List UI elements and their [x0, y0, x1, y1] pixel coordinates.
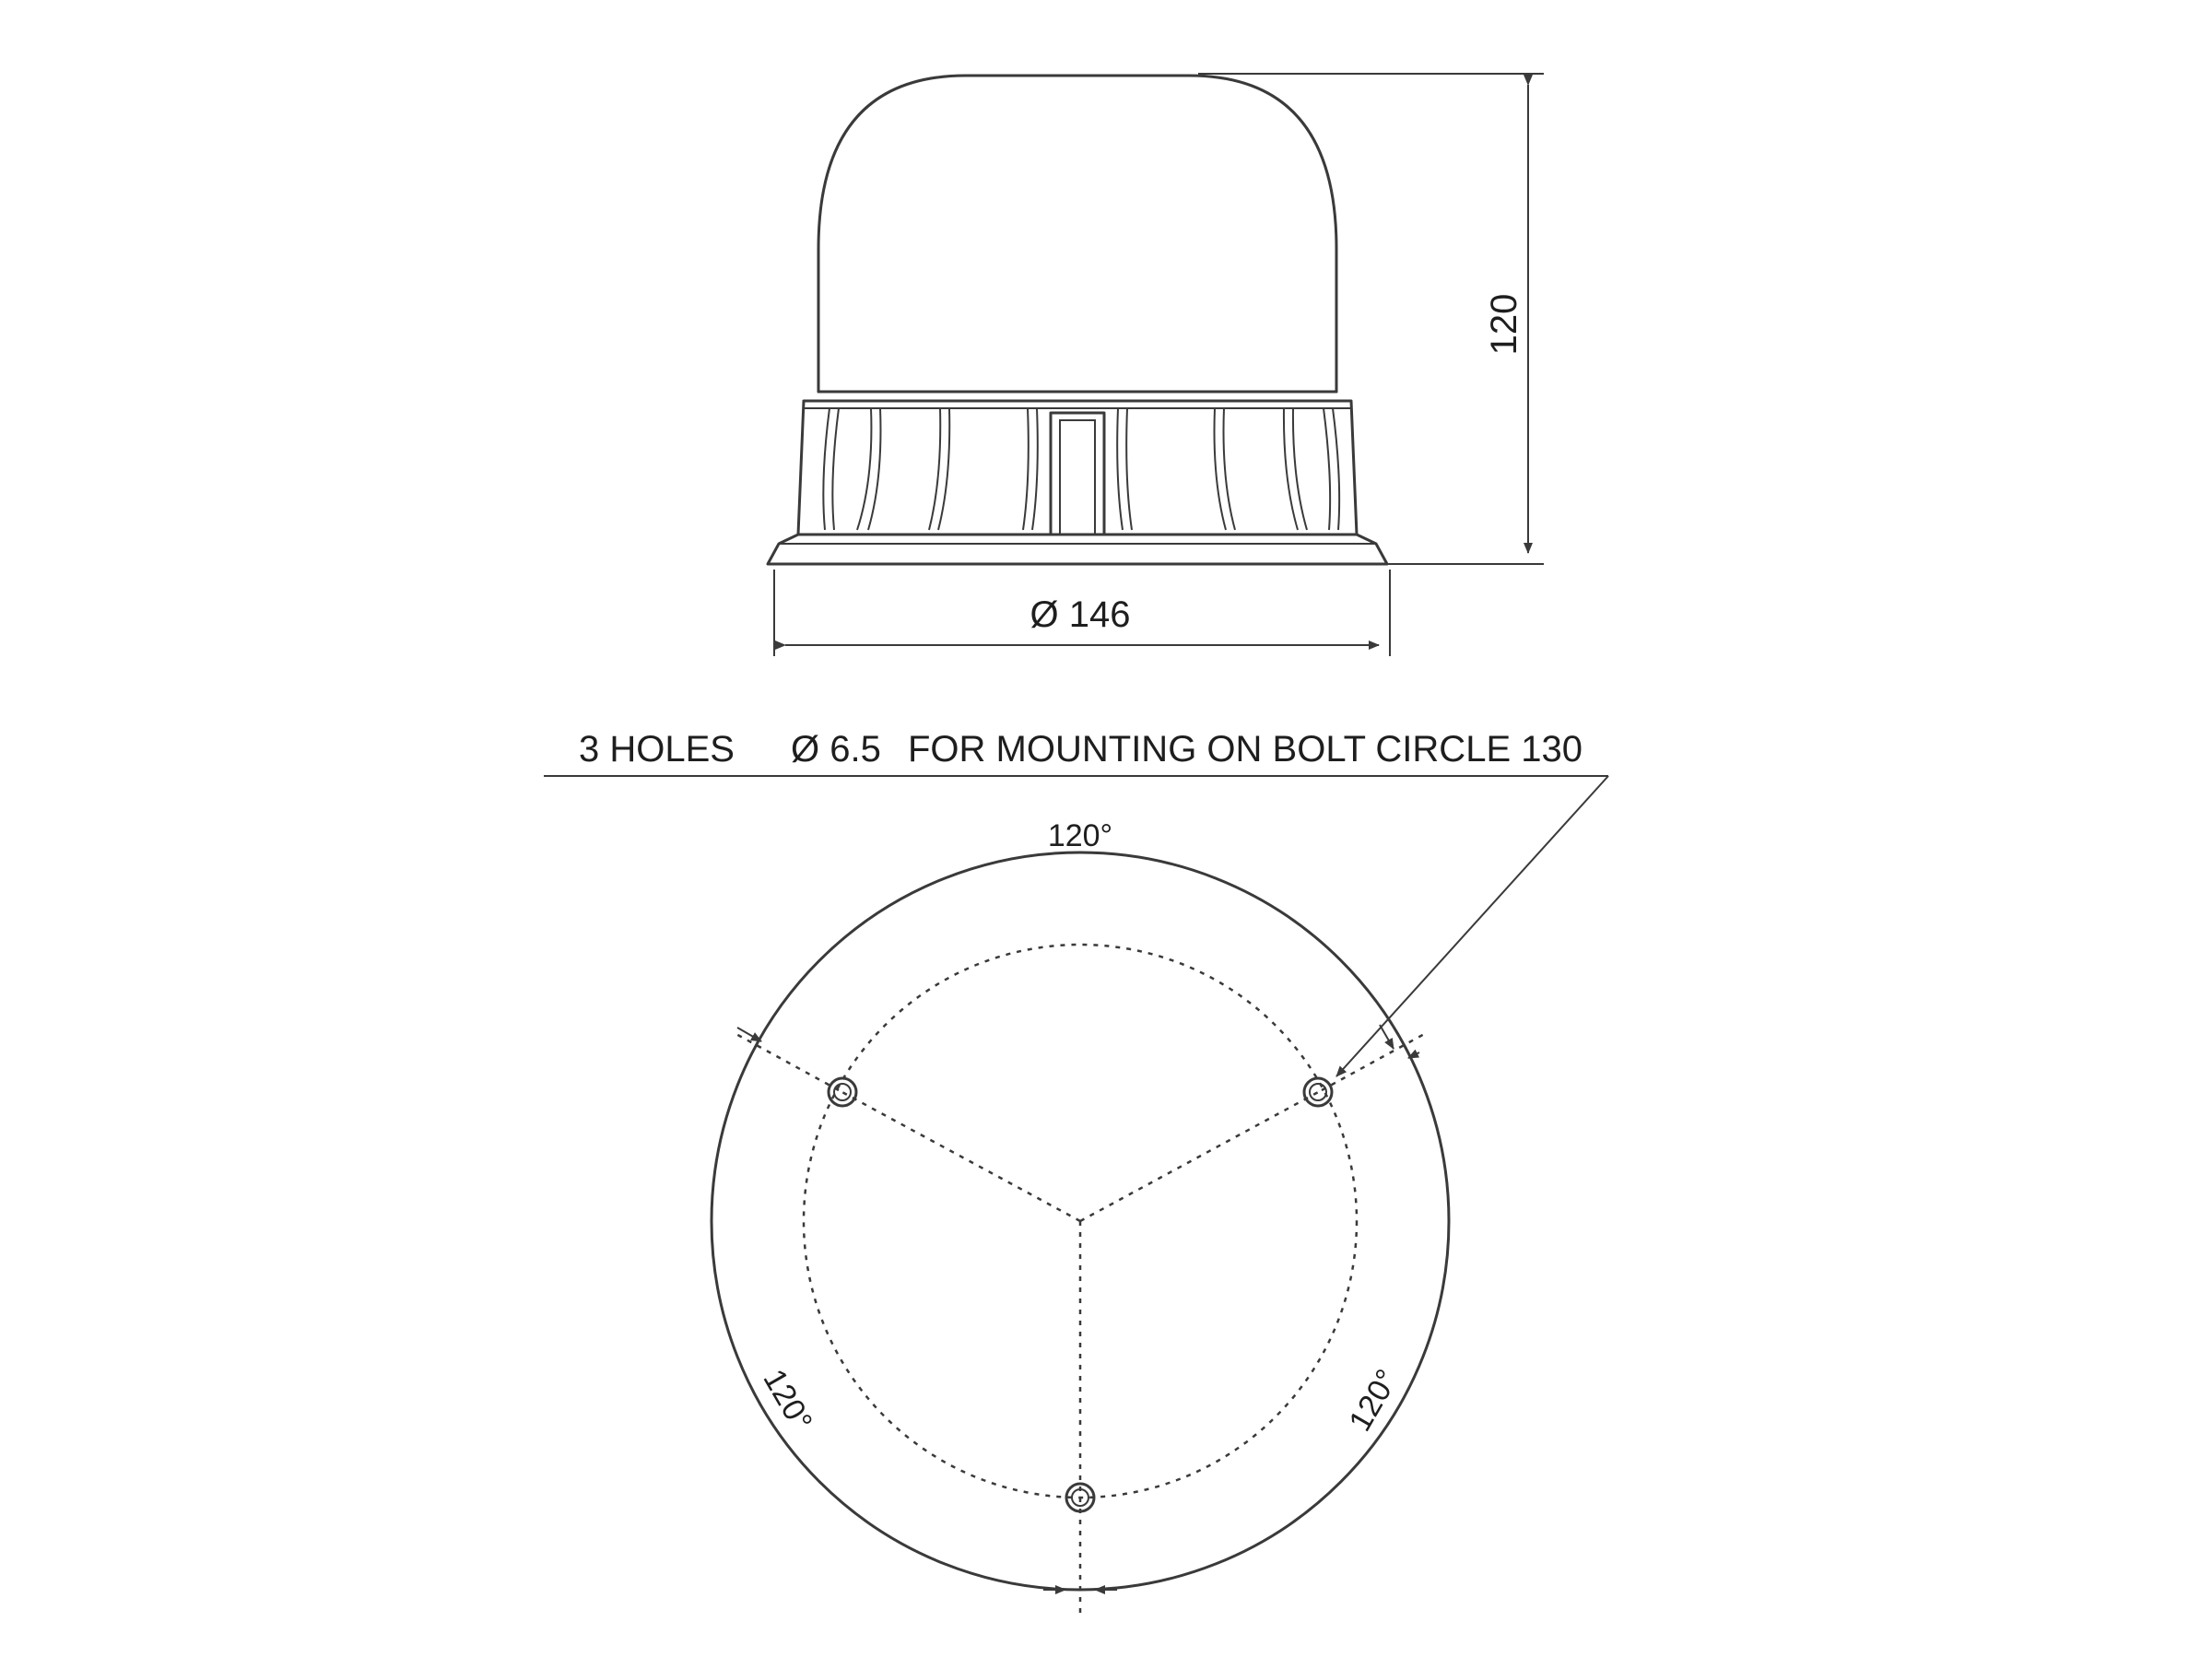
side-view: [768, 74, 1544, 656]
mounting-note: [544, 729, 1608, 1076]
diameter-label: Ø 146: [1030, 594, 1131, 635]
angle-label-right: 120°: [1342, 1363, 1406, 1438]
flange-foot: [768, 535, 1387, 564]
mounting-hole-right: [1304, 1078, 1332, 1106]
diameter-dimension: [774, 570, 1390, 656]
angle-label-top: 120°: [1047, 818, 1113, 853]
height-dimension: [1198, 74, 1544, 564]
cable-slot: [1051, 413, 1104, 535]
top-view: [712, 818, 1449, 1613]
mounting-description-label: FOR MOUNTING ON BOLT CIRCLE 130: [908, 729, 1583, 770]
dome-lens: [818, 76, 1336, 392]
cable-slot-inner: [1060, 420, 1095, 535]
hole-count-label: 3 HOLES: [579, 729, 735, 770]
height-label: 120: [1484, 293, 1524, 356]
hole-diameter-label: Ø 6.5: [791, 729, 881, 770]
base-ribs: [823, 408, 1339, 530]
angle-label-left: 120°: [756, 1363, 819, 1438]
note-leader: [1336, 776, 1608, 1076]
mounting-hole-left: [829, 1078, 856, 1106]
center-lines: [733, 1032, 1428, 1613]
